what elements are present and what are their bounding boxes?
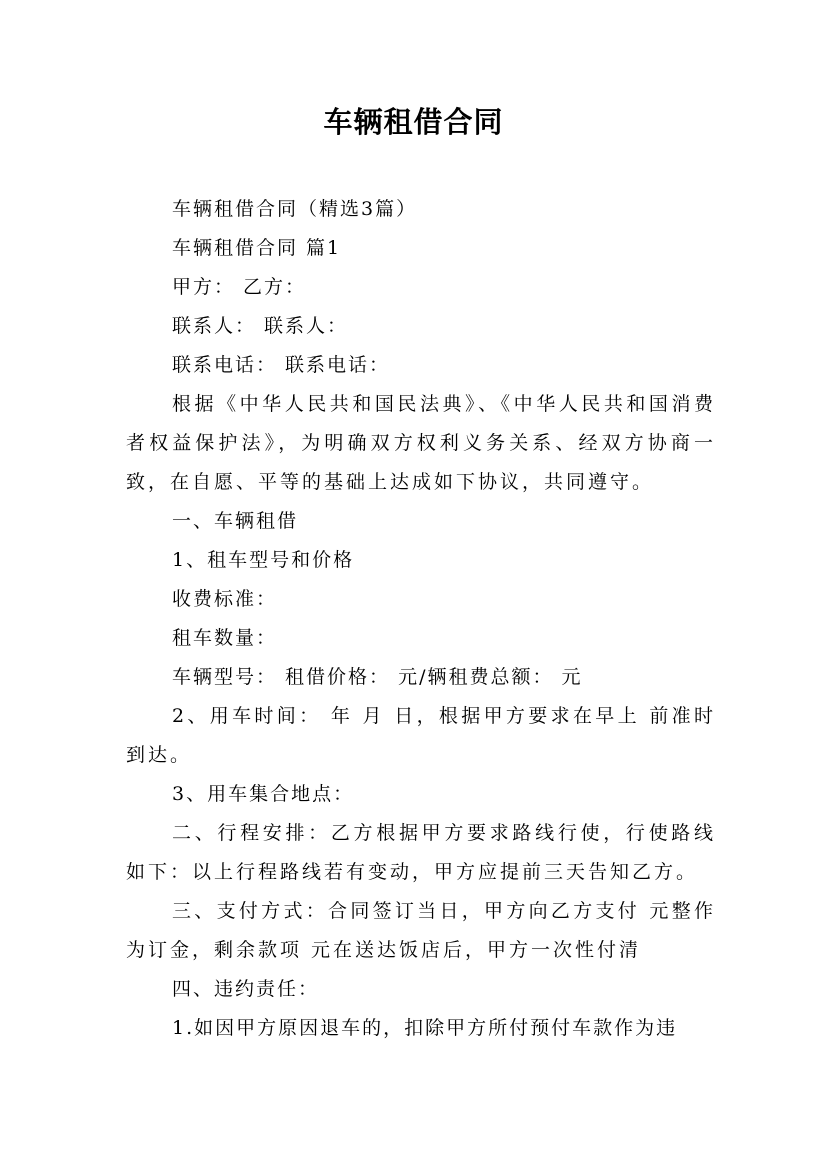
paragraph-parties: 甲方： 乙方：	[172, 276, 307, 298]
paragraph-usage-time: 2、用车时间： 年 月 日，根据甲方要求在早上 前准时到达。	[126, 705, 716, 766]
paragraph-clause-1: 一、车辆租借	[172, 510, 299, 532]
paragraph-fee-standard: 收费标准：	[172, 588, 278, 610]
paragraph-clause-1-1: 1、租车型号和价格	[172, 549, 355, 571]
paragraph-preamble: 根据《中华人民共和国民法典》、《中华人民共和国消费者权益保护法》，为明确双方权利义务关系、经双方协商一致，在自愿、平等的基础上达成如下协议，共同遵守。	[126, 393, 716, 493]
paragraph-subtitle: 车辆租借合同（精选3篇）	[172, 198, 418, 220]
paragraph-vehicle-price: 车辆型号： 租借价格： 元/辆租费总额： 元	[172, 666, 583, 688]
paragraph-clause-2: 二、行程安排：乙方根据甲方要求路线行使，行使路线如下：以上行程路线若有变动，甲方应提前三天告知乙方。	[126, 822, 716, 883]
document-body	[126, 190, 716, 1048]
paragraph-clause-3: 三、支付方式：合同签订当日，甲方向乙方支付 元整作为订金，剩余款项 元在送达饭店后，甲方一次性付清	[126, 900, 716, 961]
paragraph-meeting-place: 3、用车集合地点：	[172, 783, 355, 805]
paragraph-rental-quantity: 租车数量：	[172, 627, 278, 649]
paragraph-section-heading: 车辆租借合同 篇1	[172, 237, 342, 259]
paragraph-clause-4: 四、违约责任：	[172, 978, 320, 1000]
paragraph-clause-4-1: 1.如因甲方原因退车的，扣除甲方所付预付车款作为违	[172, 1017, 678, 1039]
paragraph-contacts: 联系人： 联系人：	[172, 315, 349, 337]
paragraph-phones: 联系电话： 联系电话：	[172, 354, 391, 376]
document-title: 车辆租借合同	[323, 105, 504, 139]
